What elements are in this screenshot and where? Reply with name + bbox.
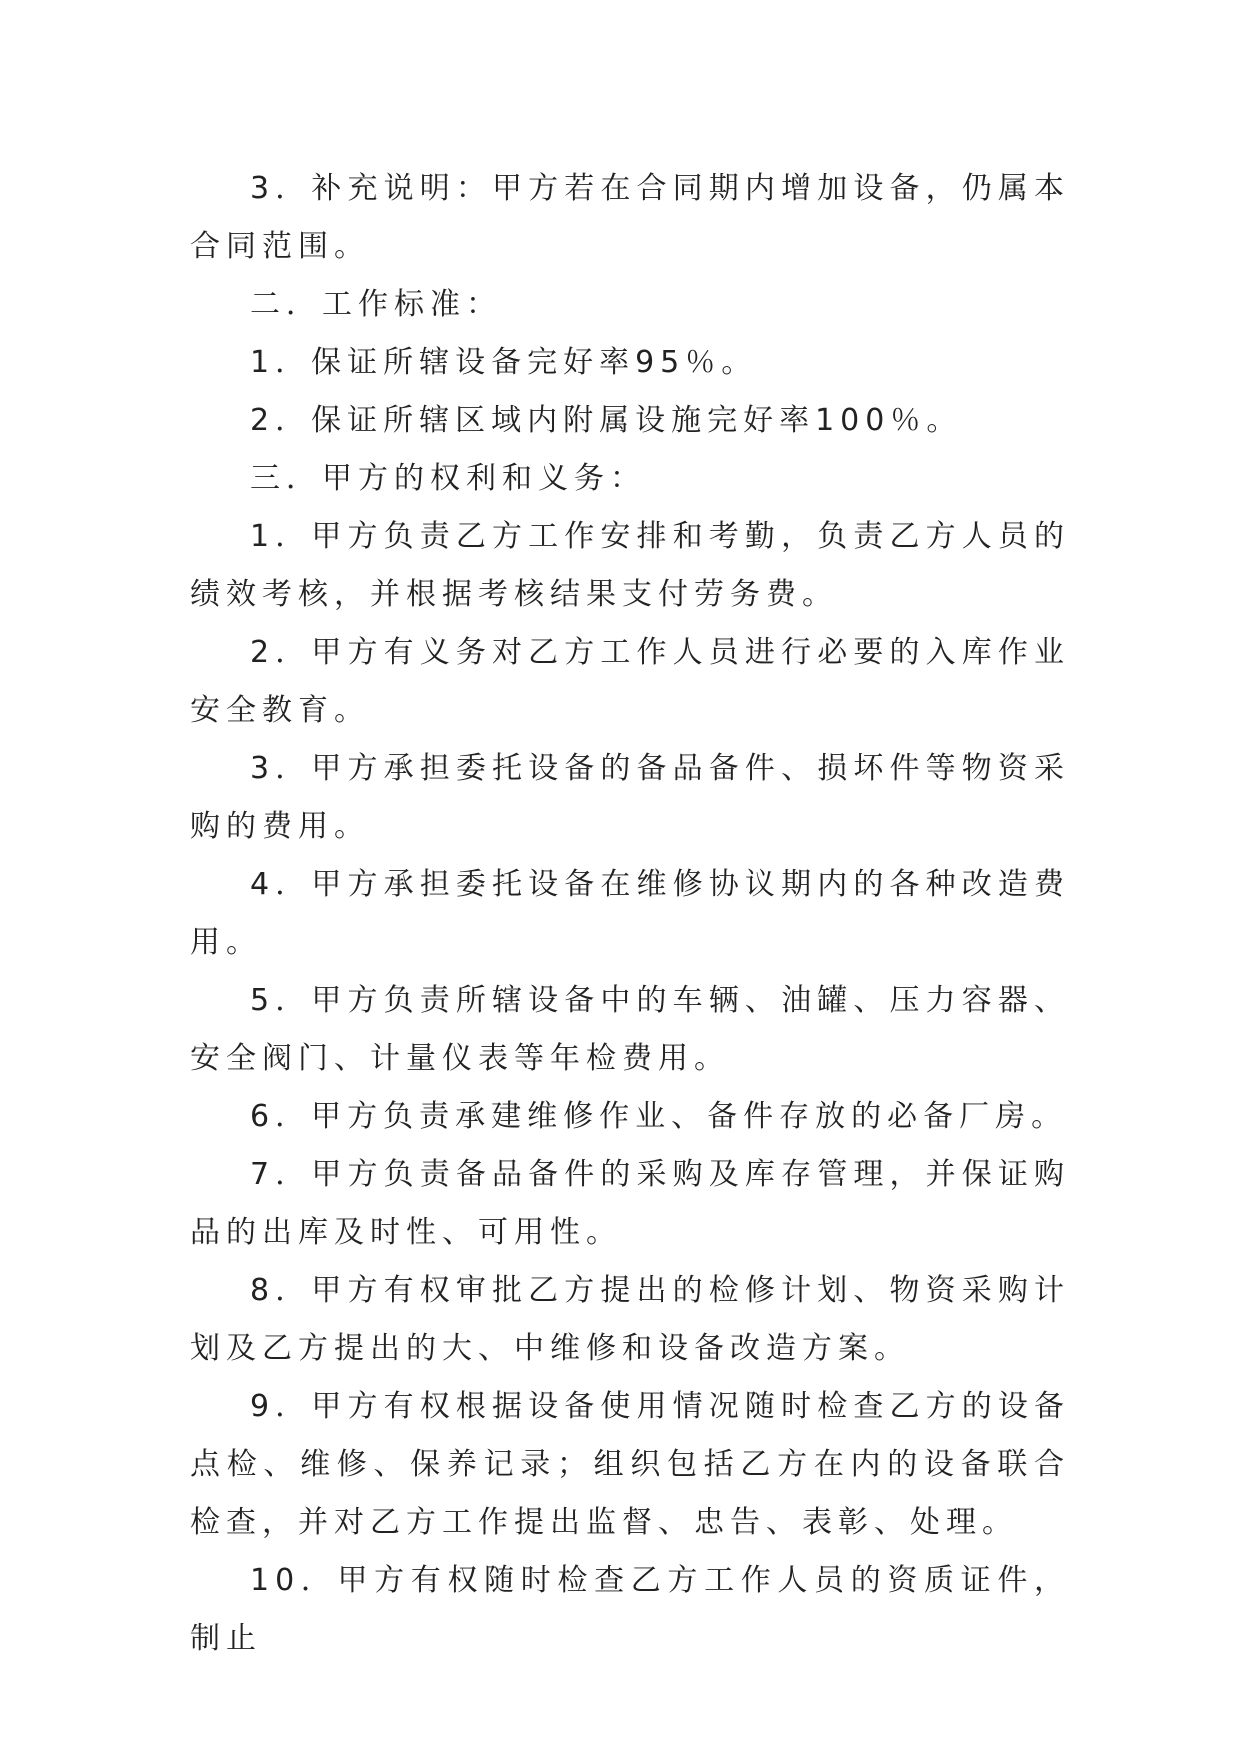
paragraph-item-4: 4．甲方承担委托设备在维修协议期内的各种改造费用。 — [190, 867, 1070, 960]
paragraph-item-8: 8．甲方有权审批乙方提出的检修计划、物资采购计划及乙方提出的大、中维修和设备改造方案。 — [190, 1273, 1070, 1366]
document-body — [190, 160, 1070, 1668]
paragraph-item-2: 2．甲方有义务对乙方工作人员进行必要的入库作业安全教育。 — [190, 635, 1070, 728]
paragraph-facility-rate: 2．保证所辖区域内附属设施完好率100％。 — [250, 403, 963, 438]
heading-party-a-rights: 三．甲方的权利和义务： — [250, 461, 646, 496]
paragraph-item-9: 9．甲方有权根据设备使用情况随时检查乙方的设备点检、维修、保养记录；组织包括乙方在内的设备联合检查，并对乙方工作提出监督、忠告、表彰、处理。 — [190, 1389, 1070, 1540]
paragraph-item-1: 1．甲方负责乙方工作安排和考勤，负责乙方人员的绩效考核，并根据考核结果支付劳务费。 — [190, 519, 1070, 612]
paragraph-item-10: 10．甲方有权随时检查乙方工作人员的资质证件，制止 — [190, 1563, 1070, 1656]
paragraph-item-3: 3．甲方承担委托设备的备品备件、损坏件等物资采购的费用。 — [190, 751, 1070, 844]
paragraph-item-6: 6．甲方负责承建维修作业、备件存放的必备厂房。 — [250, 1099, 1068, 1134]
paragraph-supplement: 3．补充说明：甲方若在合同期内增加设备，仍属本合同范围。 — [190, 171, 1070, 264]
paragraph-item-7: 7．甲方负责备品备件的采购及库存管理，并保证购品的出库及时性、可用性。 — [190, 1157, 1070, 1250]
heading-work-standards: 二．工作标准： — [250, 287, 502, 322]
paragraph-equipment-rate: 1．保证所辖设备完好率95％。 — [250, 345, 758, 380]
paragraph-item-5: 5．甲方负责所辖设备中的车辆、油罐、压力容器、安全阀门、计量仪表等年检费用。 — [190, 983, 1070, 1076]
